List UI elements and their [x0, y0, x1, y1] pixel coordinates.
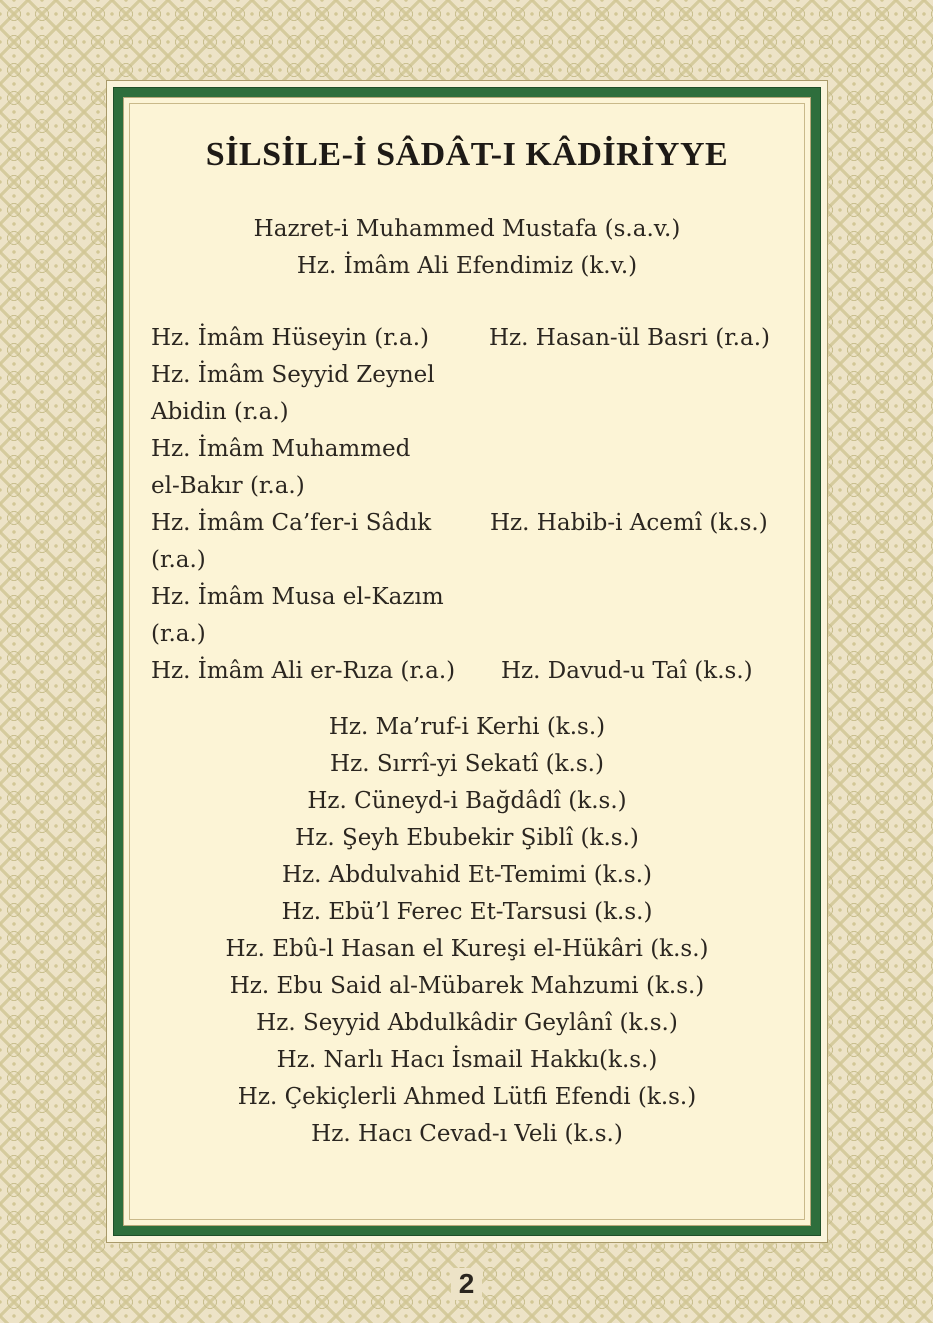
lineage-line: Hz. İmâm Ca’fer-i Sâdık (r.a.) — [151, 510, 432, 573]
lineage-line: Hz. Ma’ruf-i Kerhi (k.s.) — [328, 714, 606, 740]
green-border — [113, 87, 821, 1236]
lineage-line: Hz. İmâm Ali Efendimiz (k.v.) — [296, 253, 638, 279]
lineage-line: Hz. İmâm Muhammed el-Bakır (r.a.) — [151, 436, 411, 499]
lineage-line: Hz. Ebü’l Ferec Et-Tarsusi (k.s.) — [281, 899, 653, 925]
lineage-line: Hz. Ebû-l Hasan el Kureşi el-Hükâri (k.s.) — [225, 936, 709, 962]
lineage-line: Hz. Hasan-ül Basri (r.a.) — [489, 325, 770, 351]
content-panel — [123, 97, 811, 1226]
lineage-line: Hz. İmâm Hüseyin (r.a.) — [151, 325, 430, 351]
page-frame — [106, 80, 828, 1243]
lineage-line: Hz. Sırrî-yi Sekatî (k.s.) — [330, 751, 604, 777]
lineage-line: Hz. Narlı Hacı İsmail Hakkı(k.s.) — [276, 1047, 658, 1073]
lineage-line: Hz. Habib-i Acemî (k.s.) — [490, 510, 768, 536]
lineage-line: Hazret-i Muhammed Mustafa (s.a.v.) — [253, 216, 681, 242]
lineage-line: Hz. Davud-u Taî (k.s.) — [501, 658, 753, 684]
lineage-line: Hz. Abdulvahid Et-Temimi (k.s.) — [281, 862, 653, 888]
content — [124, 98, 810, 1225]
lineage-line: Hz. İmâm Musa el-Kazım (r.a.) — [151, 584, 444, 647]
lineage-line: Hz. İmâm Ali er-Rıza (r.a.) — [151, 658, 456, 684]
lineage-line: Hz. Seyyid Abdulkâdir Geylânî (k.s.) — [256, 1010, 678, 1036]
left-lineage-column — [151, 320, 491, 690]
page-number-area — [0, 1268, 933, 1300]
lineage-line: Hz. Ebu Said al-Mübarek Mahzumi (k.s.) — [229, 973, 705, 999]
lineage-line: Hz. Cüneyd-i Bağdâdî (k.s.) — [307, 788, 627, 814]
lineage-line: Hz. Hacı Cevad-ı Veli (k.s.) — [311, 1121, 623, 1147]
top-lineage — [124, 211, 810, 285]
bottom-lineage — [124, 709, 810, 1153]
lineage-line: Hz. Çekiçlerli Ahmed Lütfi Efendi (k.s.) — [237, 1084, 697, 1110]
lineage-line: Hz. Şeyh Ebubekir Şiblî (k.s.) — [295, 825, 639, 851]
page-number: 2 — [451, 1268, 483, 1300]
lineage-line: Hz. İmâm Seyyid Zeynel Abidin (r.a.) — [151, 362, 435, 425]
page-title: SİLSİLE-İ SÂDÂT-I KÂDİRİYYE — [205, 136, 729, 173]
